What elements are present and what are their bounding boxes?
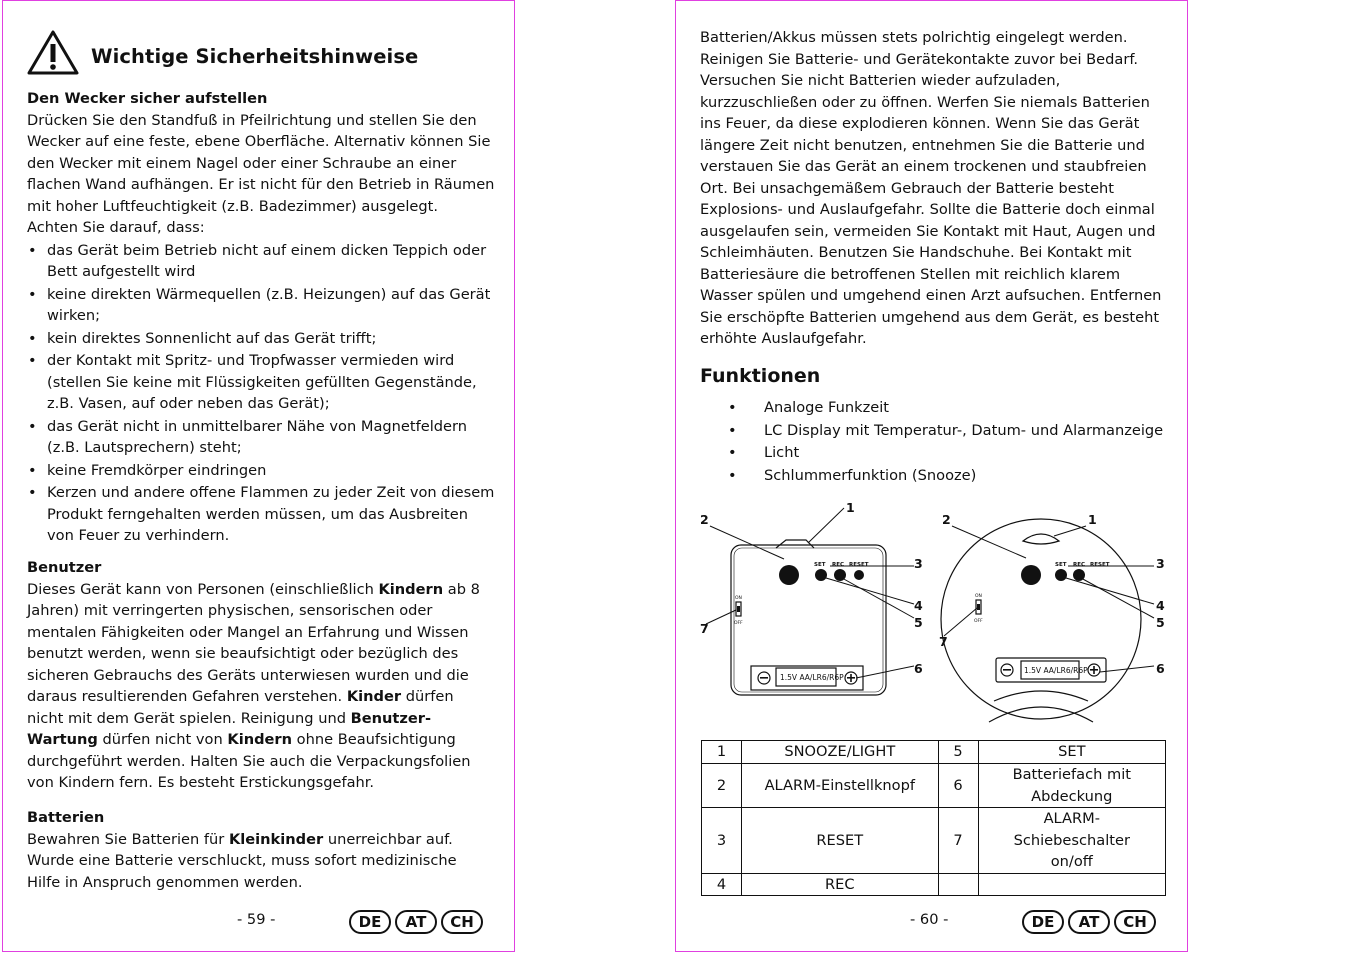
table-row bbox=[702, 741, 1166, 764]
list-item: • das Gerät beim Betrieb nicht auf einem dicken Teppich oder Bett aufgestellt wird bbox=[27, 240, 497, 283]
button-label-set-round: SET bbox=[1055, 562, 1067, 568]
list-item: • der Kontakt mit Spritz- und Tropfwasser vermieden wird (stellen Sie keine mit Flüssigkeiten gefüllten Gegenstände, z.B. Vasen, auf oder neben das Gerät); bbox=[27, 350, 497, 415]
button-label-reset: RESET bbox=[849, 562, 869, 568]
country-badge-de: DE bbox=[349, 910, 391, 934]
callout-3-round: 3 bbox=[1156, 556, 1165, 571]
switch-on-label-round: ON bbox=[975, 594, 982, 599]
button-label-set: SET bbox=[814, 562, 826, 568]
functions-heading: Funktionen bbox=[700, 365, 821, 387]
warning-icon bbox=[27, 29, 79, 75]
callout-6: 6 bbox=[914, 661, 923, 676]
table-cell: SNOOZE/LIGHT bbox=[742, 741, 938, 764]
setup-heading: Den Wecker sicher aufstellen bbox=[27, 90, 268, 107]
table-cell: 4 bbox=[702, 873, 742, 896]
functions-list bbox=[700, 397, 1170, 486]
batteries-section bbox=[27, 807, 489, 893]
table-cell: 7 bbox=[938, 808, 978, 874]
table-cell: SET bbox=[978, 741, 1165, 764]
switch-off-label: OFF bbox=[734, 621, 743, 626]
page-title: Wichtige Sicherheitshinweise bbox=[91, 45, 419, 68]
list-item: • keine direkten Wärmequellen (z.B. Heizungen) auf das Gerät wirken; bbox=[27, 284, 497, 327]
table-cell: 6 bbox=[938, 764, 978, 808]
callout-1-round: 1 bbox=[1088, 512, 1097, 527]
callout-4: 4 bbox=[914, 598, 923, 613]
country-badge-at: AT bbox=[395, 910, 437, 934]
country-badges bbox=[1022, 910, 1156, 934]
battery-label-round: 1.5V AA/LR6/R6P bbox=[1024, 666, 1088, 675]
users-heading: Benutzer bbox=[27, 559, 102, 576]
clock-back-diagram bbox=[696, 496, 1171, 726]
list-item: • Licht bbox=[700, 442, 1170, 464]
list-item: • LC Display mit Temperatur-, Datum- und Alarmanzeige bbox=[700, 420, 1170, 442]
users-section bbox=[27, 557, 489, 794]
batteries-text: Bewahren Sie Batterien für Kleinkinder unerreichbar auf. Wurde eine Batterie verschluckt, muss sofort medizinische Hilfe in Anspruch genommen werden. bbox=[27, 830, 457, 891]
callout-5: 5 bbox=[914, 615, 923, 630]
users-text: Dieses Gerät kann von Personen (einschließlich Kindern ab 8 Jahren) mit verringerten physischen, sensorischen oder mentalen Fähigkeiten oder Mangel an Erfahrung und Wissen benutzt werden, wenn sie beaufsichtigt oder bezüglich des sicheren Gebrauchs des Geräts unterwiesen wurden und die daraus resultierenden Gefahren verstehen. Kinder dürfen nicht mit dem Gerät spielen. Reinigung und Benutzer-Wartung dürfen nicht von Kindern ohne Beaufsichtigung durchgeführt werden. Halten Sie auch die Verpackungsfolien von Kindern fern. Es besteht Erstickungsgefahr. bbox=[27, 580, 480, 791]
button-label-rec-round: REC bbox=[1073, 562, 1086, 568]
list-item: • Analoge Funkzeit bbox=[700, 397, 1170, 419]
page-left bbox=[2, 0, 515, 952]
batteries-heading: Batterien bbox=[27, 809, 105, 826]
list-item: • das Gerät nicht in unmittelbarer Nähe von Magnetfeldern (z.B. Lautsprechern) steht; bbox=[27, 416, 497, 459]
page-number: - 60 - bbox=[910, 911, 949, 928]
callout-2: 2 bbox=[700, 512, 709, 527]
table-cell: Batteriefach mit Abdeckung bbox=[978, 764, 1165, 808]
battery-text: Batterien/Akkus müssen stets polrichtig eingelegt werden. Reinigen Sie Batterie- und Gerätekontakte zuvor bei Bedarf. Versuchen Sie nicht Batterien wieder aufzuladen, kurzzuschließen oder zu öffnen. Werfen Sie niemals Batterien ins Feuer, da diese explodieren können. Wenn Sie das Gerät längere Zeit nicht benutzen, entnehmen Sie die Batterie und verstauen Sie das Gerät an einem trockenen und staubfreien Ort. Bei unsachgemäßem Gebrauch der Batterie besteht Explosions- und Auslaufgefahr. Sollte die Batterie doch einmal ausgelaufen sein, vermeiden Sie Kontakt mit Haut, Augen und Schleimhäuten. Benutzen Sie Handschuhe. Bei Kontakt mit Batteriesäure die betroffenen Stellen mit reichlich klarem Wasser spülen und umgehend einen Arzt aufsuchen. Entfernen Sie erschöpfte Batterien umgehend aus dem Gerät, es besteht erhöhte Auslaufgefahr. bbox=[700, 29, 1162, 347]
list-item: • keine Fremdkörper eindringen bbox=[27, 460, 497, 482]
battery-label: 1.5V AA/LR6/R6P bbox=[780, 673, 844, 682]
switch-on-label: ON bbox=[735, 596, 742, 601]
callout-7: 7 bbox=[700, 621, 709, 636]
list-item: • Kerzen und andere offene Flammen zu jeder Zeit von diesem Produkt ferngehalten werden müssen, um das Ausbreiten von Feuer zu verhindern. bbox=[27, 482, 497, 547]
table-cell bbox=[978, 873, 1165, 896]
button-label-reset-round: RESET bbox=[1090, 562, 1110, 568]
callout-6-round: 6 bbox=[1156, 661, 1165, 676]
table-cell: ALARM-Einstellknopf bbox=[742, 764, 938, 808]
callout-1: 1 bbox=[846, 500, 855, 515]
callout-2-round: 2 bbox=[942, 512, 951, 527]
setup-text: Drücken Sie den Standfuß in Pfeilrichtung und stellen Sie den Wecker auf eine feste, ebene Oberfläche. Alternativ können Sie den Wecker mit einem Nagel oder einer Schraube an einer flachen Wand aufhängen. Er ist nicht für den Betrieb in Räumen mit hoher Luftfeuchtigkeit (z.B. Badezimmer) ausgelegt. bbox=[27, 111, 495, 215]
table-cell: 2 bbox=[702, 764, 742, 808]
table-cell: REC bbox=[742, 873, 938, 896]
list-item: • Schlummerfunktion (Snooze) bbox=[700, 465, 1170, 487]
table-row bbox=[702, 873, 1166, 896]
round-clock-body bbox=[941, 519, 1141, 719]
table-cell: RESET bbox=[742, 808, 938, 874]
button-label-rec: REC bbox=[832, 562, 845, 568]
list-item: • kein direktes Sonnenlicht auf das Gerät trifft; bbox=[27, 328, 497, 350]
table-row bbox=[702, 764, 1166, 808]
callout-4-round: 4 bbox=[1156, 598, 1165, 613]
safety-bullet-list bbox=[27, 240, 497, 547]
table-cell: ALARM-Schiebeschalter on/off bbox=[978, 808, 1165, 874]
table-cell: 3 bbox=[702, 808, 742, 874]
country-badge-at: AT bbox=[1068, 910, 1110, 934]
table-row bbox=[702, 808, 1166, 874]
country-badge-de: DE bbox=[1022, 910, 1064, 934]
switch-off-label-round: OFF bbox=[974, 619, 983, 624]
country-badge-ch: CH bbox=[441, 910, 483, 934]
country-badges bbox=[349, 910, 483, 934]
setup-section bbox=[27, 88, 497, 547]
table-cell: 1 bbox=[702, 741, 742, 764]
country-badge-ch: CH bbox=[1114, 910, 1156, 934]
page-number: - 59 - bbox=[237, 911, 276, 928]
callout-3: 3 bbox=[914, 556, 923, 571]
page-right bbox=[675, 0, 1188, 952]
table-cell bbox=[938, 873, 978, 896]
callout-5-round: 5 bbox=[1156, 615, 1165, 630]
attention-intro: Achten Sie darauf, dass: bbox=[27, 219, 205, 236]
parts-table bbox=[701, 740, 1166, 896]
table-cell: 5 bbox=[938, 741, 978, 764]
callout-7-round: 7 bbox=[939, 634, 948, 649]
